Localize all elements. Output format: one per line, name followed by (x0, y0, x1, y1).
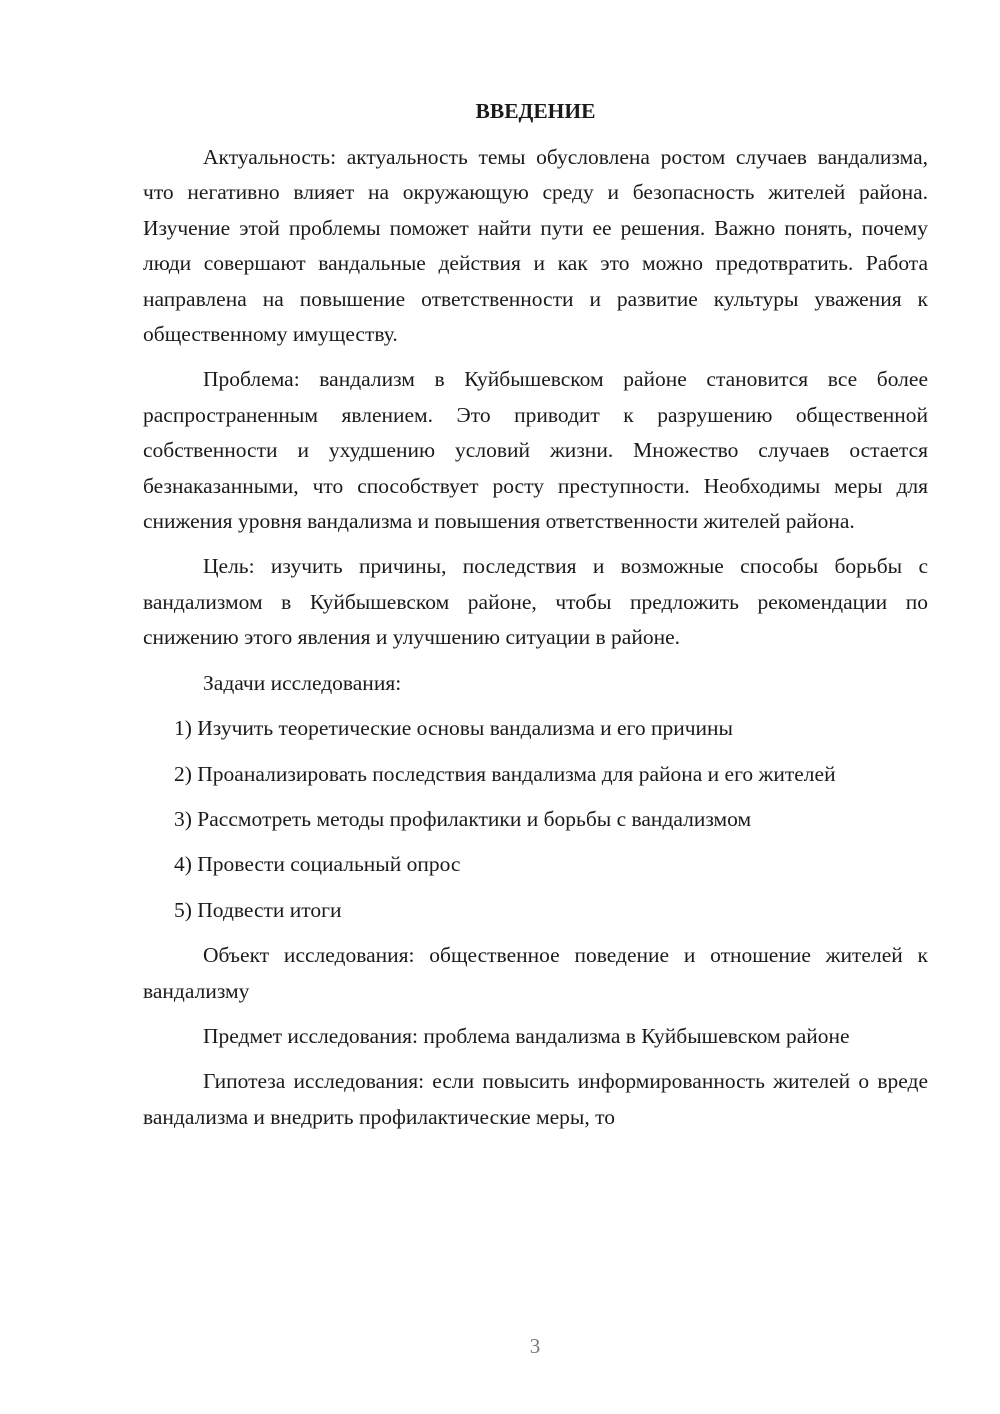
paragraph-problem: Проблема: вандализм в Куйбышевском районе становится все более распространенным явлением. Это приводит к разрушению общественной собственности и ухудшению условий жизни. Множество случаев остается безнаказанными, что способствует росту преступности. Необходимы меры для снижения уровня вандализма и повышения ответственности жителей района. (143, 367, 928, 534)
paragraph-relevance: Актуальность: актуальность темы обусловлена ростом случаев вандализма, что негативно влияет на окружающую среду и безопасность жителей района. Изучение этой проблемы поможет найти пути ее решения. Важно понять, почему люди совершают вандальные действия и как это можно предотвратить. Работа направлена на повышение ответственности и развитие культуры уважения к общественному имуществу. (143, 145, 928, 347)
paragraph-hypothesis: Гипотеза исследования: если повысить информированность жителей о вреде вандализма и внедрить профилактические меры, то (143, 1069, 928, 1129)
paragraph-object: Объект исследования: общественное поведение и отношение жителей к вандализму (143, 943, 928, 1003)
section-title: ВВЕДЕНИЕ (475, 99, 596, 123)
page-number: 3 (529, 1334, 541, 1358)
task-item-3: 3) Рассмотреть методы профилактики и борьбы с вандализмом (174, 806, 752, 831)
paragraph-goal: Цель: изучить причины, последствия и возможные способы борьбы с вандализмом в Куйбышевском районе, чтобы предложить рекомендации по снижению этого явления и улучшению ситуации в районе. (143, 554, 928, 650)
document-page (143, 96, 928, 1145)
task-item-4: 4) Провести социальный опрос (174, 852, 461, 877)
task-item-1: 1) Изучить теоретические основы вандализма и его причины (174, 716, 733, 741)
paragraph-subject: Предмет исследования: проблема вандализма в Куйбышевском районе (203, 1023, 850, 1048)
task-item-5: 5) Подвести итоги (174, 897, 342, 922)
task-item-2: 2) Проанализировать последствия вандализма для района и его жителей (174, 761, 836, 786)
paragraph-tasks-heading: Задачи исследования: (203, 670, 402, 695)
